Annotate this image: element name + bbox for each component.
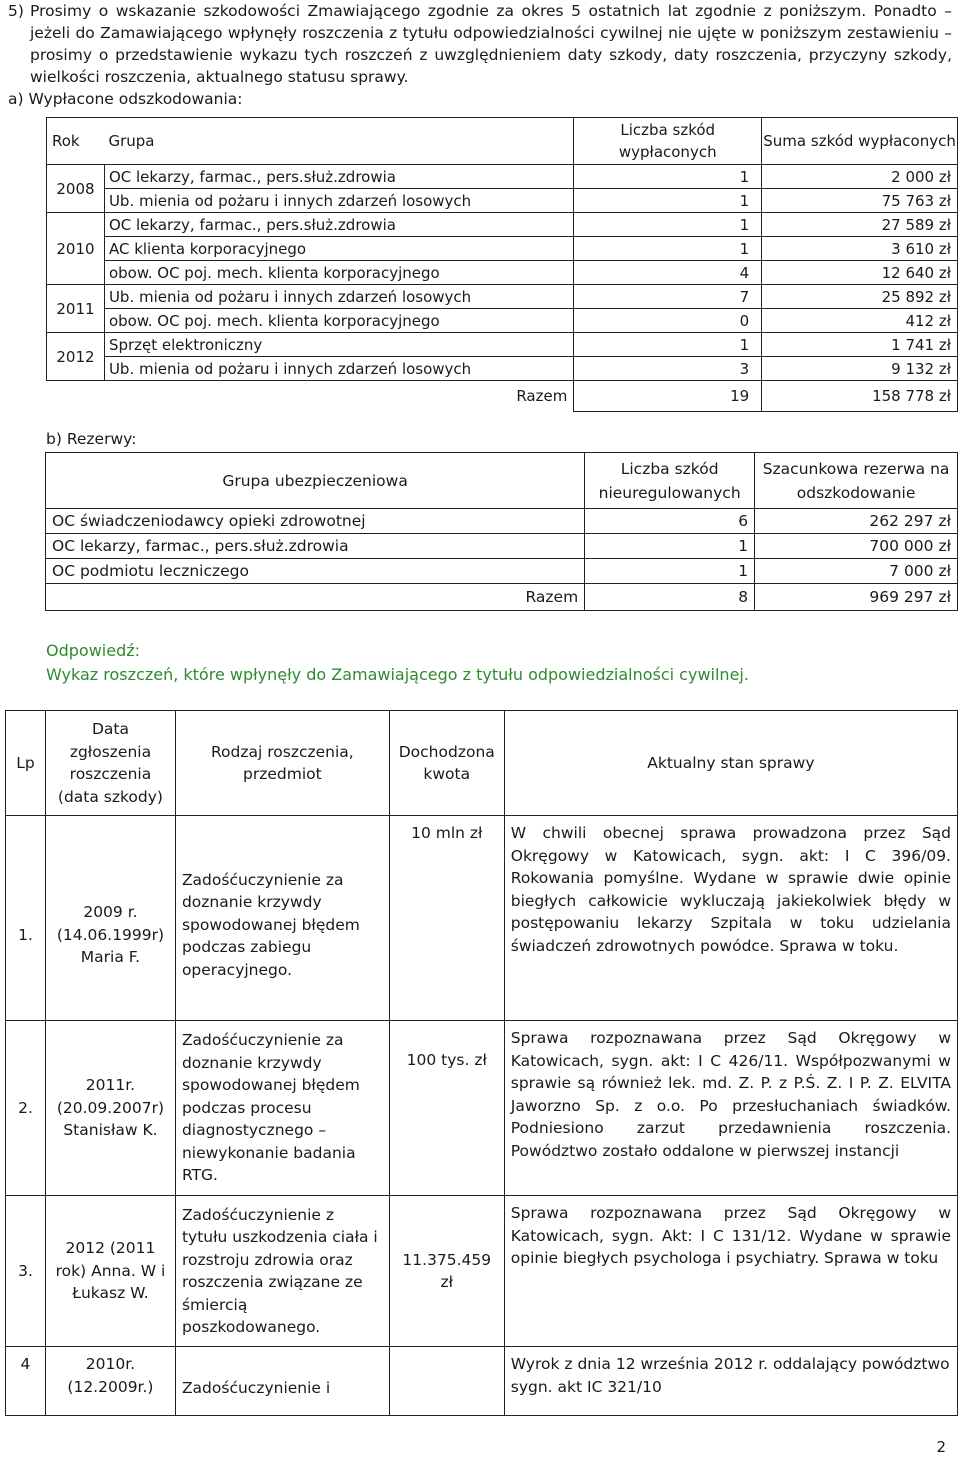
count-cell: 1 [574,213,762,237]
header-date: Data zgłoszenia roszczenia (data szkody) [45,711,175,816]
count-cell: 1 [574,189,762,213]
date-cell: 2010r. (12.2009r.) [45,1347,175,1416]
amount-cell: 100 tys. zł [389,1021,504,1196]
count-cell: 1 [574,237,762,261]
table-row [47,189,958,213]
status-cell: Sprawa rozpoznawana przez Sąd Okręgowy w Katowicach, sygn. Akt: I C 131/12. Wydane w sprawie opinie biegłych psychologa i psychiatry. Sprawa w toku [504,1196,957,1347]
type-cell: Zadośćuczynienie i [175,1347,389,1416]
table-header-row [6,711,958,816]
table-row [47,333,958,357]
reserve-cell: 700 000 zł [755,534,958,559]
count-cell: 4 [574,261,762,285]
lp-cell: 4 [6,1347,46,1416]
group-cell: OC lekarzy, farmac., pers.służ.zdrowia [104,213,573,237]
group-cell: OC świadczeniodawcy opieki zdrowotnej [46,509,585,534]
year-cell: 2010 [47,213,105,285]
status-cell: Sprawa rozpoznawana przez Sąd Okręgowy w Katowicach, sygn. akt: I C 426/11. Współpozwanymi w sprawie są również lek. md. Z. P. z P.Ś. Z. I P. Z. ELVITA Jaworzno Sp. z o.o. Po przesłuchaniach świadków. Podniesiono zarzut przedawnienia roszczenia. Powództwo zostało oddalone w pierwszej instancji [504,1021,957,1196]
table-row [46,509,958,534]
sum-cell: 9 132 zł [762,357,958,381]
status-cell: W chwili obecnej sprawa prowadzona przez Sąd Okręgowy w Katowicach, sygn. akt: I C 396/09. Rokowania pomyślne. Wydane w sprawie dwie opinie biegłych całkowicie wykluczają jakiekolwiek błędy w postępowaniu lekarzy Szpitala w toku udzielania świadczeń zdrowotnych powódce. Sprawa w toku. [504,816,957,1021]
reserve-cell: 7 000 zł [755,559,958,584]
year-cell: 2012 [47,333,105,381]
group-cell: Sprzęt elektroniczny [104,333,573,357]
type-cell: Zadośćuczynienie z tytułu uszkodzenia ciała i rozstroju zdrowia oraz roszczenia związane ze śmiercią poszkodowanego. [175,1196,389,1347]
count-cell: 1 [585,534,755,559]
type-cell: Zadośćuczynienie za doznanie krzywdy spowodowanej błędem podczas procesu diagnostycznego – niewykonanie badania RTG. [175,1021,389,1196]
group-cell: AC klienta korporacyjnego [104,237,573,261]
header-amount: Dochodzona kwota [389,711,504,816]
sum-cell: 27 589 zł [762,213,958,237]
count-cell: 0 [574,309,762,333]
reserves-table [45,452,958,611]
group-cell: OC lekarzy, farmac., pers.służ.zdrowia [104,165,573,189]
date-cell: 2011r. (20.09.2007r) Stanisław K. [45,1021,175,1196]
header-group: Grupa [104,118,573,165]
table-row [47,261,958,285]
answer-label: Odpowiedź: [46,641,141,660]
group-cell: obow. OC poj. mech. klienta korporacyjnego [104,309,573,333]
group-cell: Ub. mienia od pożaru i innych zdarzeń losowych [104,285,573,309]
sum-cell: 412 zł [762,309,958,333]
claims-table [5,710,958,1416]
amount-cell [389,1347,504,1416]
table-row [47,237,958,261]
group-cell: obow. OC poj. mech. klienta korporacyjnego [104,261,573,285]
status-cell: Wyrok z dnia 12 września 2012 r. oddalający powództwo sygn. akt IC 321/10 [504,1347,957,1416]
table-row [47,309,958,333]
header-group: Grupa ubezpieczeniowa [46,453,585,509]
total-row [46,584,958,611]
header-sum: Suma szkód wypłaconych [762,118,958,165]
table-row [46,534,958,559]
header-reserve: Szacunkowa rezerwa na odszkodowanie [755,453,958,509]
count-cell: 3 [574,357,762,381]
amount-cell: 10 mln zł [389,816,504,1021]
reserve-cell: 262 297 zł [755,509,958,534]
count-cell: 1 [585,559,755,584]
header-status: Aktualny stan sprawy [504,711,957,816]
total-sum: 158 778 zł [762,381,958,412]
sum-cell: 3 610 zł [762,237,958,261]
paid-claims-table [46,117,958,412]
count-cell: 6 [585,509,755,534]
type-cell: Zadośćuczynienie za doznanie krzywdy spowodowanej błędem podczas zabiegu operacyjnego. [175,816,389,1021]
intro-text: Prosimy o wskazanie szkodowości Zmawiającego zgodnie za okres 5 ostatnich lat zgodnie z poniższym. Ponadto – jeżeli do Zamawiającego wpłynęły roszczenia z tytułu odpowiedzialności cywilnej nie ujęte w poniższym zestawieniu – prosimy o przedstawienie wykazu tych roszczeń z uwzględnieniem daty szkody, daty roszczenia, przyczyny szkody, wielkości roszczenia, aktualnego statusu sprawy. [30,2,952,86]
answer-section [46,639,749,687]
year-cell: 2011 [47,285,105,333]
section-number: 5) [8,2,24,20]
total-label: Razem [516,387,568,406]
table-row [6,1021,958,1196]
group-cell: Ub. mienia od pożaru i innych zdarzeń losowych [104,189,573,213]
header-count: Liczba szkód nieuregulowanych [585,453,755,509]
date-cell: 2012 (2011 rok) Anna. W i Łukasz W. [45,1196,175,1347]
date-cell: 2009 r. (14.06.1999r) Maria F. [45,816,175,1021]
group-cell: OC podmiotu leczniczego [46,559,585,584]
total-reserve: 969 297 zł [755,584,958,611]
header-year: Rok [47,118,105,165]
table-row [47,285,958,309]
table-header-row [47,118,958,165]
lp-cell: 2. [6,1021,46,1196]
count-cell: 7 [574,285,762,309]
subheading-a: a) Wypłacone odszkodowania: [8,90,243,108]
amount-cell: 11.375.459 zł [389,1196,504,1347]
header-lp: Lp [6,711,46,816]
table-header-row [46,453,958,509]
sum-cell: 2 000 zł [762,165,958,189]
count-cell: 1 [574,165,762,189]
table-row [47,165,958,189]
intro-section [8,0,952,110]
count-cell: 1 [574,333,762,357]
lp-cell: 1. [6,816,46,1021]
sum-cell: 75 763 zł [762,189,958,213]
group-cell: OC lekarzy, farmac., pers.służ.zdrowia [46,534,585,559]
subheading-b: b) Rezerwy: [46,430,137,448]
table-row [6,816,958,1021]
year-cell: 2008 [47,165,105,213]
sum-cell: 1 741 zł [762,333,958,357]
table-row [47,357,958,381]
total-row [47,381,958,412]
table-row [46,559,958,584]
header-type: Rodzaj roszczenia, przedmiot [175,711,389,816]
header-count: Liczba szkód wypłaconych [574,118,762,165]
table-row [6,1196,958,1347]
table-row [47,213,958,237]
page-number: 2 [936,1438,946,1456]
lp-cell: 3. [6,1196,46,1347]
sum-cell: 25 892 zł [762,285,958,309]
answer-text: Wykaz roszczeń, które wpłynęły do Zamawiającego z tytułu odpowiedzialności cywilnej. [46,665,749,684]
total-count: 8 [585,584,755,611]
table-row [6,1347,958,1416]
sum-cell: 12 640 zł [762,261,958,285]
group-cell: Ub. mienia od pożaru i innych zdarzeń losowych [104,357,573,381]
total-count: 19 [574,381,762,412]
total-label: Razem [46,584,585,611]
